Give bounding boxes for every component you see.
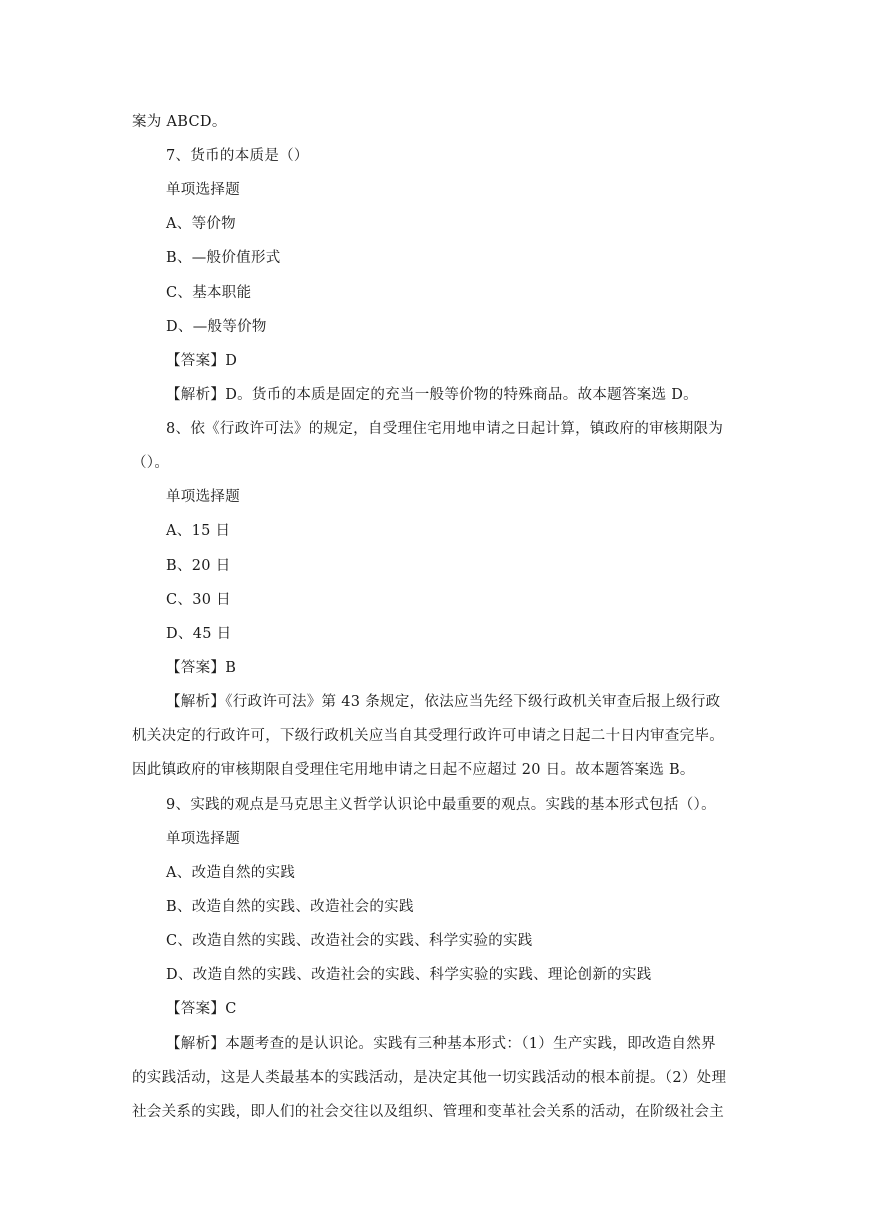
option-a: A、等价物 xyxy=(166,216,236,232)
option-c: C、基本职能 xyxy=(166,285,252,301)
question-8-stem: 8、依《行政许可法》的规定，自受理住宅用地申请之日起计算，镇政府的审核期限为 xyxy=(166,421,724,437)
question-9-stem: 9、实践的观点是马克思主义哲学认识论中最重要的观点。实践的基本形式包括（）。 xyxy=(166,797,716,813)
question-type: 单项选择题 xyxy=(166,489,240,505)
explanation-line: 社会关系的实践，即人们的社会交往以及组织、管理和变革社会关系的活动，在阶级社会主 xyxy=(132,1104,724,1120)
option-c: C、30 日 xyxy=(166,592,231,608)
option-d: D、—般等价物 xyxy=(166,319,267,335)
answer-line: 【答案】D xyxy=(166,353,238,369)
question-type: 单项选择题 xyxy=(166,182,240,198)
question-8-stem-cont: （）。 xyxy=(132,455,170,471)
explanation-line: 因此镇政府的审核期限自受理住宅用地申请之日起不应超过 20 日。故本题答案选 B。 xyxy=(132,762,695,778)
option-d: D、45 日 xyxy=(166,626,232,642)
option-b: B、改造自然的实践、改造社会的实践 xyxy=(166,899,414,915)
option-b: B、20 日 xyxy=(166,558,231,574)
option-d: D、改造自然的实践、改造社会的实践、科学实验的实践、理论创新的实践 xyxy=(166,967,652,983)
text-line: 案为 ABCD。 xyxy=(132,114,227,130)
answer-line: 【答案】B xyxy=(166,660,237,676)
option-b: B、—般价值形式 xyxy=(166,250,281,266)
answer-line: 【答案】C xyxy=(166,1001,237,1017)
option-a: A、15 日 xyxy=(166,523,231,539)
explanation-line: 【解析】本题考查的是认识论。实践有三种基本形式：（1）生产实践，即改造自然界 xyxy=(166,1036,716,1052)
option-c: C、改造自然的实践、改造社会的实践、科学实验的实践 xyxy=(166,933,533,949)
option-a: A、改造自然的实践 xyxy=(166,865,296,881)
explanation-line: 【解析】《行政许可法》第 43 条规定，依法应当先经下级行政机关审查后报上级行政 xyxy=(166,694,721,710)
explanation-line: 机关决定的行政许可，下级行政机关应当自其受理行政许可申请之日起二十日内审查完毕。 xyxy=(132,728,724,744)
question-7-stem: 7、货币的本质是（） xyxy=(166,148,309,164)
explanation-line: 【解析】D。货币的本质是固定的充当一般等价物的特殊商品。故本题答案选 D。 xyxy=(166,387,698,403)
question-type: 单项选择题 xyxy=(166,831,240,847)
explanation-line: 的实践活动，这是人类最基本的实践活动，是决定其他一切实践活动的根本前提。（2）处理 xyxy=(132,1070,727,1086)
